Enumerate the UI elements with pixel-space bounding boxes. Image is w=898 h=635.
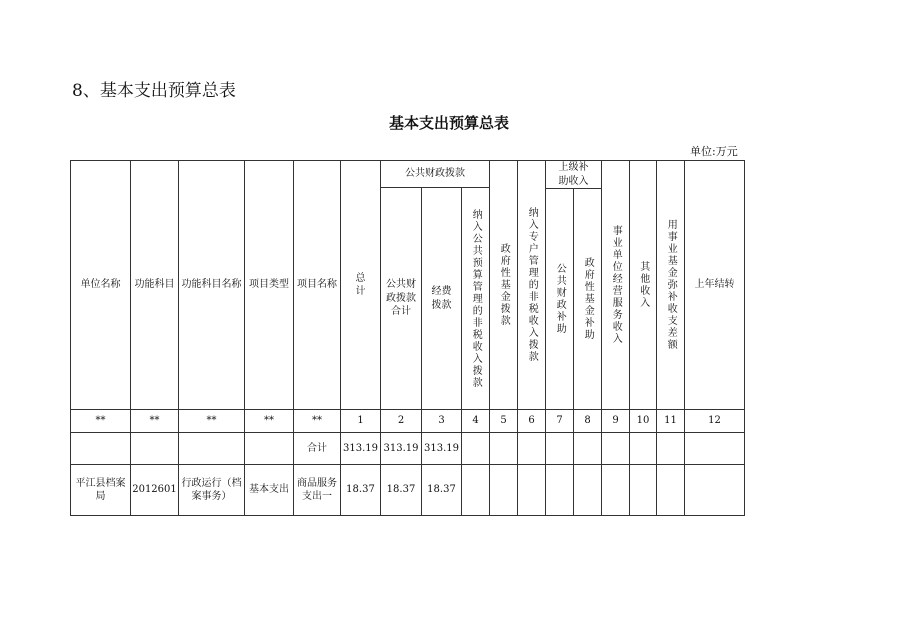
header-business-income: 事业单位经营服务收入 bbox=[602, 161, 630, 410]
cell-unit-name: 平江县档案局 bbox=[71, 465, 131, 516]
index-cell: 9 bbox=[602, 410, 630, 433]
table-title: 基本支出预算总表 bbox=[388, 114, 509, 132]
index-cell: 4 bbox=[462, 410, 490, 433]
cell-public-total: 18.37 bbox=[381, 465, 422, 516]
header-fund-offset: 用事业基金弥补收支差额 bbox=[657, 161, 685, 410]
cell-total: 18.37 bbox=[341, 465, 381, 516]
header-gov-fund: 政府性基金拨款 bbox=[490, 161, 518, 410]
index-cell: 2 bbox=[381, 410, 422, 433]
header-funding: 经费拨款 bbox=[422, 188, 462, 410]
header-public-finance-total: 公共财政拨款合计 bbox=[381, 188, 422, 410]
sum-row bbox=[71, 433, 745, 465]
index-cell: 12 bbox=[685, 410, 745, 433]
cell-func-code: 2012601 bbox=[131, 465, 179, 516]
header-func-code: 功能科目 bbox=[131, 161, 179, 410]
index-cell: 7 bbox=[546, 410, 574, 433]
header-pub-subsidy: 公共财政补助 bbox=[546, 189, 574, 410]
index-cell: ** bbox=[245, 410, 294, 433]
sum-label: 合计 bbox=[294, 433, 341, 465]
index-cell: ** bbox=[294, 410, 341, 433]
header-upper-subsidy: 上级补助收入 bbox=[546, 161, 602, 189]
header-last-year: 上年结转 bbox=[685, 161, 745, 410]
index-cell: 8 bbox=[574, 410, 602, 433]
sum-total: 313.19 bbox=[341, 433, 381, 465]
cell-funding: 18.37 bbox=[422, 465, 462, 516]
index-cell: ** bbox=[179, 410, 245, 433]
index-cell: 11 bbox=[657, 410, 685, 433]
section-heading: 8、基本支出预算总表 bbox=[72, 81, 236, 101]
header-gov-fund-subsidy: 政府性基金补助 bbox=[574, 189, 602, 410]
header-func-name: 功能科目名称 bbox=[179, 161, 245, 410]
cell-item-name: 商品服务支出一 bbox=[294, 465, 341, 516]
cell-func-name: 行政运行（档案事务） bbox=[179, 465, 245, 516]
header-item-type: 项目类型 bbox=[245, 161, 294, 410]
index-row bbox=[71, 410, 745, 433]
sum-public-total: 313.19 bbox=[381, 433, 422, 465]
index-cell: 1 bbox=[341, 410, 381, 433]
header-total: 总计 bbox=[341, 161, 381, 410]
header-non-tax-public: 纳入公共预算管理的非税收入拨款 bbox=[462, 188, 490, 410]
budget-table bbox=[70, 160, 745, 516]
header-item-name: 项目名称 bbox=[294, 161, 341, 410]
header-non-tax-special: 纳入专户管理的非税收入拨款 bbox=[518, 161, 546, 410]
table-row bbox=[71, 465, 745, 516]
header-other-income: 其他收入 bbox=[630, 161, 657, 410]
index-cell: 3 bbox=[422, 410, 462, 433]
index-cell: ** bbox=[131, 410, 179, 433]
header-unit-name: 单位名称 bbox=[71, 161, 131, 410]
header-public-finance: 公共财政拨款 bbox=[381, 161, 490, 188]
cell-item-type: 基本支出 bbox=[245, 465, 294, 516]
index-cell: ** bbox=[71, 410, 131, 433]
index-cell: 5 bbox=[490, 410, 518, 433]
index-cell: 6 bbox=[518, 410, 546, 433]
sum-funding: 313.19 bbox=[422, 433, 462, 465]
index-cell: 10 bbox=[630, 410, 657, 433]
unit-label: 单位:万元 bbox=[690, 145, 738, 158]
